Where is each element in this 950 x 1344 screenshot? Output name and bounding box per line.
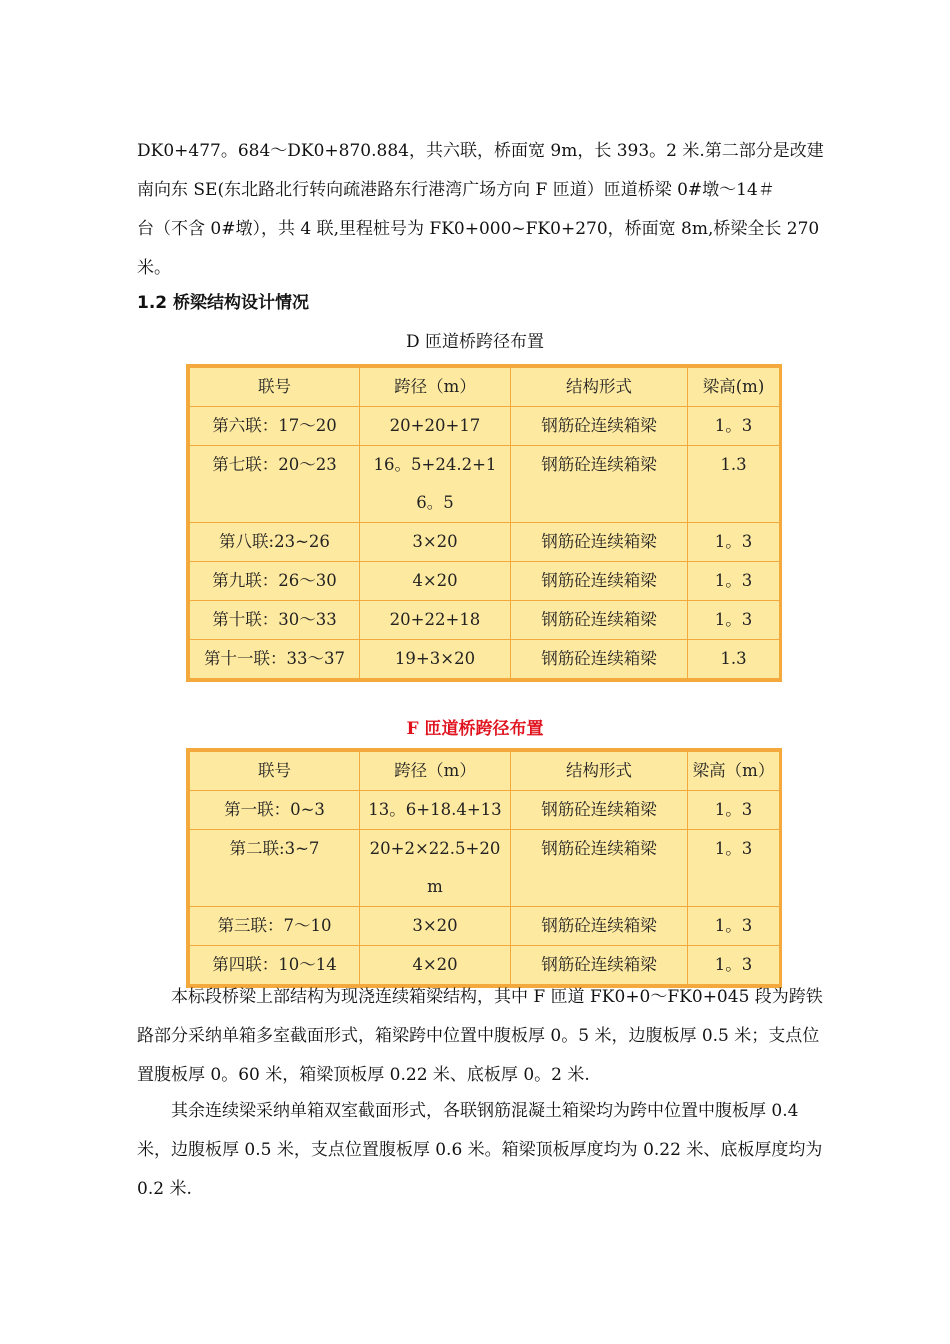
- header-cell: 梁高(m): [688, 368, 780, 407]
- table-row: [190, 830, 780, 907]
- table-cell: 第二联:3~7: [190, 830, 360, 907]
- table-d-caption: D 匝道桥跨径布置: [405, 332, 545, 352]
- body-paragraph-2: 其余连续梁采纳单箱双室截面形式，各联钢筋混凝土箱梁均为跨中位置中腹板厚 0.4 米，边腹板厚 0.5 米，支点位置腹板厚 0.6 米。箱梁顶板厚度均为 0.22 米、底板厚度均为 0.2 米.: [137, 1101, 823, 1199]
- table-cell: 1。3: [688, 562, 780, 601]
- table-header-row: [190, 368, 780, 407]
- table-cell: 1。3: [688, 830, 780, 907]
- table-cell: 1。3: [688, 407, 780, 446]
- table-row: [190, 601, 780, 640]
- table-row: [190, 907, 780, 946]
- table-cell: 1。3: [688, 946, 780, 985]
- table-cell: 16。5+24.2+16。5: [360, 446, 511, 523]
- table-row: [190, 407, 780, 446]
- table-cell: 1。3: [688, 601, 780, 640]
- table-row: [190, 562, 780, 601]
- table-cell: 1。3: [688, 907, 780, 946]
- table-cell: 1。3: [688, 791, 780, 830]
- header-cell: 梁高（m）: [688, 752, 780, 791]
- table-cell: 13。6+18.4+13: [360, 791, 511, 830]
- table-f-caption: F 匝道桥跨径布置: [406, 719, 544, 739]
- table-cell: 第四联：10～14: [190, 946, 360, 985]
- table-cell: 第六联：17～20: [190, 407, 360, 446]
- header-cell: 结构形式: [511, 368, 688, 407]
- intro-line: 南向东 SE(东北路北行转向疏港路东行港湾广场方向 F 匝道）匝道桥梁 0#墩～14＃: [137, 180, 775, 200]
- table-d: [186, 364, 782, 682]
- table-cell: 钢筋砼连续箱梁: [511, 523, 688, 562]
- table-cell: 钢筋砼连续箱梁: [511, 446, 688, 523]
- header-cell: 跨径（m）: [360, 752, 511, 791]
- table-cell: 钢筋砼连续箱梁: [511, 830, 688, 907]
- table-cell: 第九联：26～30: [190, 562, 360, 601]
- table-cell: 20+2×22.5+20m: [360, 830, 511, 907]
- header-cell: 联号: [190, 368, 360, 407]
- table-cell: 3×20: [360, 907, 511, 946]
- header-cell: 跨径（m）: [360, 368, 511, 407]
- intro-paragraph: [137, 132, 827, 288]
- intro-line: 台（不含 0#墩），共 4 联,里程桩号为 FK0+000~FK0+270，桥面宽 8m,桥梁全长 270: [137, 219, 820, 239]
- table-cell: 19+3×20: [360, 640, 511, 679]
- table-cell: 第一联：0~3: [190, 791, 360, 830]
- table-cell: 钢筋砼连续箱梁: [511, 407, 688, 446]
- section-heading: 1.2 桥梁结构设计情况: [137, 293, 310, 313]
- table-cell: 第十联：30～33: [190, 601, 360, 640]
- header-cell: 结构形式: [511, 752, 688, 791]
- table-cell: 钢筋砼连续箱梁: [511, 907, 688, 946]
- table-cell: 钢筋砼连续箱梁: [511, 791, 688, 830]
- table-cell: 第八联:23~26: [190, 523, 360, 562]
- table-cell: 钢筋砼连续箱梁: [511, 562, 688, 601]
- table-cell: 1.3: [688, 446, 780, 523]
- table-cell: 20+20+17: [360, 407, 511, 446]
- intro-line: 米。: [137, 258, 171, 278]
- table-cell: 钢筋砼连续箱梁: [511, 946, 688, 985]
- table-row: [190, 446, 780, 523]
- table-cell: 第十一联：33～37: [190, 640, 360, 679]
- table-row: [190, 791, 780, 830]
- intro-line: DK0+477。684～DK0+870.884，共六联，桥面宽 9m，长 393。2 米.第二部分是改建: [137, 141, 824, 161]
- table-cell: 1。3: [688, 523, 780, 562]
- header-cell: 联号: [190, 752, 360, 791]
- table-cell: 1.3: [688, 640, 780, 679]
- table-cell: 4×20: [360, 562, 511, 601]
- table-cell: 3×20: [360, 523, 511, 562]
- table-row: [190, 523, 780, 562]
- table-cell: 第三联：7～10: [190, 907, 360, 946]
- table-cell: 钢筋砼连续箱梁: [511, 640, 688, 679]
- table-cell: 第七联：20～23: [190, 446, 360, 523]
- table-cell: 4×20: [360, 946, 511, 985]
- table-f: [186, 748, 782, 988]
- body-paragraph-1: 本标段桥梁上部结构为现浇连续箱梁结构，其中 F 匝道 FK0+0～FK0+045 段为跨铁路部分采纳单箱多室截面形式，箱梁跨中位置中腹板厚 0。5 米，边腹板厚 0.5 米；支点位置腹板厚 0。60 米，箱梁顶板厚 0.22 米、底板厚 0。2 米.: [137, 987, 823, 1085]
- table-cell: 20+22+18: [360, 601, 511, 640]
- table-cell: 钢筋砼连续箱梁: [511, 601, 688, 640]
- table-row: [190, 640, 780, 679]
- table-header-row: [190, 752, 780, 791]
